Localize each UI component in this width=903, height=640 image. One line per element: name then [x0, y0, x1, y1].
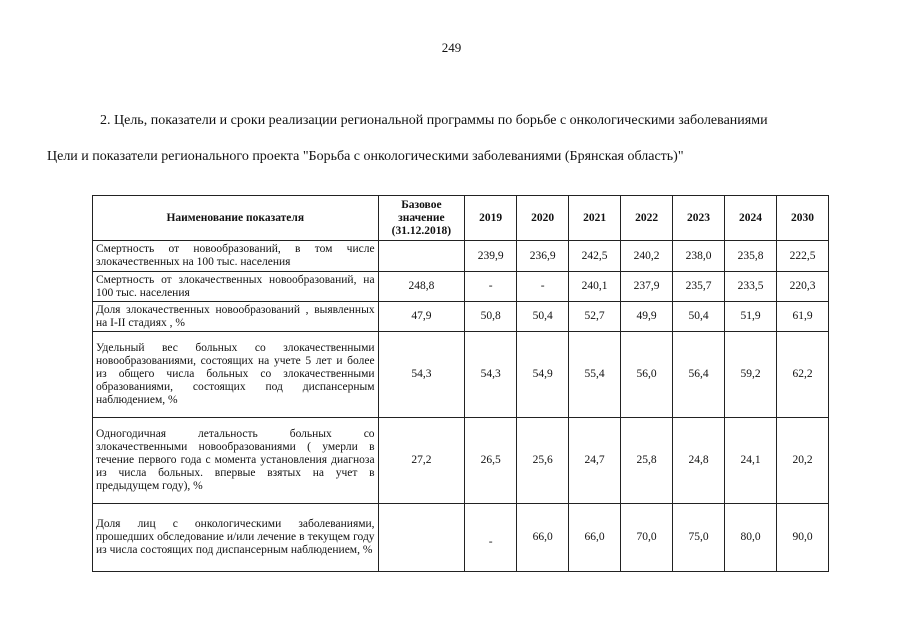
indicator-name: Доля лиц с онкологическими заболеваниями, прошедших обследование и/или лечение в текущем году из числа состоящих под диспансерным наблюдением, % — [93, 504, 379, 572]
value-2019: 50,8 — [465, 302, 517, 332]
table-row — [93, 302, 829, 332]
value-2019: - — [465, 272, 517, 302]
header-year-2021: 2021 — [569, 196, 621, 241]
value-2020: 50,4 — [517, 302, 569, 332]
table-subtitle: Цели и показатели регионального проекта "Борьба с онкологическими заболеваниями (Брянская область)" — [47, 149, 684, 164]
value-2023: 56,4 — [673, 332, 725, 418]
value-2021: 55,4 — [569, 332, 621, 418]
value-2022: 240,2 — [621, 241, 673, 272]
value-2022: 56,0 — [621, 332, 673, 418]
value-2024: 233,5 — [725, 272, 777, 302]
value-2021: 242,5 — [569, 241, 621, 272]
indicator-name: Смертность от новообразований, в том числе злокачественных на 100 тыс. населения — [93, 241, 379, 272]
value-2030: 62,2 — [777, 332, 829, 418]
header-year-2024: 2024 — [725, 196, 777, 241]
header-indicator-name: Наименование показателя — [93, 196, 379, 241]
value-2020: 25,6 — [517, 418, 569, 504]
header-year-2019: 2019 — [465, 196, 517, 241]
value-2022: 49,9 — [621, 302, 673, 332]
value-2030: 61,9 — [777, 302, 829, 332]
value-2030: 220,3 — [777, 272, 829, 302]
table-row — [93, 504, 829, 572]
page-number: 249 — [441, 40, 462, 55]
value-2021: 240,1 — [569, 272, 621, 302]
value-2030: 20,2 — [777, 418, 829, 504]
header-year-2030: 2030 — [777, 196, 829, 241]
indicator-name: Смертность от злокачественных новообразований, на 100 тыс. населения — [93, 272, 379, 302]
indicator-name: Доля злокачественных новообразований , выявленных на I-II стадиях , % — [93, 302, 379, 332]
value-2020: 54,9 — [517, 332, 569, 418]
value-2030: 222,5 — [777, 241, 829, 272]
value-2019: 26,5 — [465, 418, 517, 504]
value-2021: 24,7 — [569, 418, 621, 504]
value-2021: 66,0 — [569, 504, 621, 572]
header-year-2022: 2022 — [621, 196, 673, 241]
value-2023: 235,7 — [673, 272, 725, 302]
value-2020: 66,0 — [517, 504, 569, 572]
value-2022: 25,8 — [621, 418, 673, 504]
base-value — [378, 504, 465, 572]
value-2030: 90,0 — [777, 504, 829, 572]
value-2022: 70,0 — [621, 504, 673, 572]
value-2019: - — [465, 504, 517, 572]
value-2024: 80,0 — [725, 504, 777, 572]
indicator-name: Одногодичная летальность больных со злокачественными новообразованиями ( умерли в течение первого года с момента установления диагноза из числа больных. впервые взятых на учет в предыдущем году), % — [93, 418, 379, 504]
indicators-table — [92, 195, 829, 572]
value-2023: 75,0 — [673, 504, 725, 572]
base-value — [378, 241, 465, 272]
value-2021: 52,7 — [569, 302, 621, 332]
value-2020: - — [517, 272, 569, 302]
section-title: 2. Цель, показатели и сроки реализации региональной программы по борьбе с онкологическими заболеваниями — [100, 113, 768, 128]
indicator-name: Удельный вес больных со злокачественными новообразованиями, состоящих на учете 5 лет и более из общего числа больных со злокачественными образованиями, состоящих под диспансерным наблюдением, % — [93, 332, 379, 418]
value-2020: 236,9 — [517, 241, 569, 272]
base-value: 47,9 — [378, 302, 465, 332]
value-2023: 50,4 — [673, 302, 725, 332]
value-2023: 238,0 — [673, 241, 725, 272]
value-2024: 59,2 — [725, 332, 777, 418]
header-base-value: Базовое значение (31.12.2018) — [378, 196, 465, 241]
table-row — [93, 272, 829, 302]
base-value: 27,2 — [378, 418, 465, 504]
header-row — [93, 196, 829, 241]
value-2024: 24,1 — [725, 418, 777, 504]
value-2019: 54,3 — [465, 332, 517, 418]
table-row — [93, 241, 829, 272]
base-value: 54,3 — [378, 332, 465, 418]
table-row — [93, 332, 829, 418]
base-value: 248,8 — [378, 272, 465, 302]
value-2019: 239,9 — [465, 241, 517, 272]
value-2022: 237,9 — [621, 272, 673, 302]
table-row — [93, 418, 829, 504]
value-2024: 51,9 — [725, 302, 777, 332]
value-2024: 235,8 — [725, 241, 777, 272]
header-year-2020: 2020 — [517, 196, 569, 241]
value-2023: 24,8 — [673, 418, 725, 504]
header-year-2023: 2023 — [673, 196, 725, 241]
